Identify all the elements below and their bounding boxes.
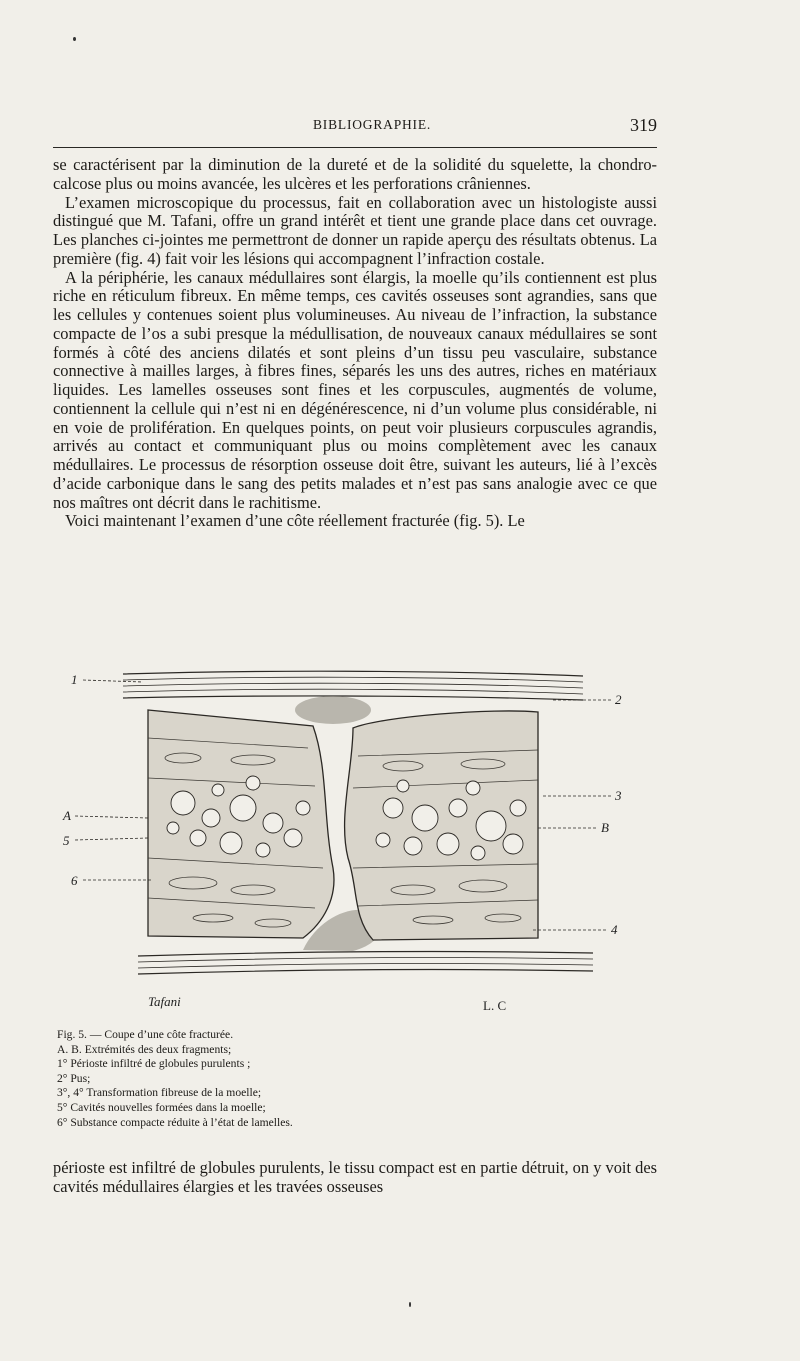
fragment-b xyxy=(345,711,538,940)
label-6: 6 xyxy=(71,873,78,888)
ink-speck xyxy=(409,1302,411,1307)
caption-title: Fig. 5. — Coupe d’une côte fracturée. xyxy=(57,1028,234,1041)
paragraph-3: A la périphérie, les canaux médullaires sont élargis, la moelle qu’ils contiennent est plus riche en réticulum fibreux. En même temps, ces cavités osseuses sont agrandies, sans que les cellules y contenues soient plus volumineuses. Au niveau de l’infraction, la substance compacte de l’os a subi presque la médullisation, de nouveaux canaux médullaires se sont formés à côté des anciens dilatés et sont pleins d’un tissu peu vasculaire, substance connective à mailles larges, à fibres fines, séparés les uns des autres, riches en matériaux liquides. Les lamelles osseuses sont fines et les corpuscules, augmentés de volume, contiennent la cellule qui n’est ni en dégénérescence, ni d’un volume plus considérable, ni en voie de prolifération. En quelques points, on peut voir plusieurs corpuscules agrandis, arrivés au contact et communiquant plus ou moins complètement avec les canaux médullaires. Le processus de résorption osseuse doit être, suivant les auteurs, lié à l’excès d’acide carbonique dans le sang des petits malades et n’est pas sans analogie avec ce que nos maîtres ont décrit dans le rachitisme. xyxy=(53,267,657,512)
running-title: BIBLIOGRAPHIE. xyxy=(313,117,432,132)
paragraph-continuation: périoste est infiltré de globules purulents, le tissu compact est en partie détruit, on y voit des cavités médullaires élargies et les travées osseuses xyxy=(53,1158,657,1196)
periosteum-top xyxy=(123,671,583,700)
paragraph-2: L’examen microscopique du processus, fait en collaboration avec un histologiste aussi distingué que M. Tafani, offre un grand intérêt et tient une grande place dans cet ouvrage. Les planches ci-jointes me permettront de donner un rapide aperçu des résultats obtenus. La première (fig. 4) fait voir les lésions qui accompagnent l’infraction costale. xyxy=(53,192,657,268)
header-rule xyxy=(53,147,657,148)
label-3: 3 xyxy=(615,788,622,803)
label-1: 1 xyxy=(71,672,78,687)
caption-line: 5° Cavités nouvelles formées dans la moelle; xyxy=(57,1100,266,1114)
caption-line: A. B. Extrémités des deux fragments; xyxy=(57,1042,232,1056)
paragraph-4: Voici maintenant l’examen d’une côte réellement fracturée (fig. 5). Le xyxy=(65,511,525,531)
ink-speck xyxy=(73,37,76,41)
caption-line: 2° Pus; xyxy=(57,1071,91,1085)
fragment-a xyxy=(148,710,334,938)
pus-mass-top xyxy=(295,696,371,724)
rib-fracture-illustration xyxy=(53,668,657,1018)
main-text xyxy=(53,156,657,531)
page-number: 319 xyxy=(630,115,657,135)
paragraph-1: se caractérisent par la diminution de la dureté et de la solidité du squelette, la chondro-calcose plus ou moins avancée, les ulcères et les perforations crâniennes. xyxy=(53,155,657,193)
label-5: 5 xyxy=(63,833,70,848)
continuation-text xyxy=(53,1158,657,1196)
periosteum-bottom xyxy=(138,952,593,974)
figure-caption xyxy=(57,1028,617,1130)
running-header xyxy=(53,117,657,139)
caption-line: 6° Substance compacte réduite à l’état de lamelles. xyxy=(57,1115,293,1129)
label-4: 4 xyxy=(611,922,618,937)
figure-5-engraving xyxy=(53,668,657,1018)
caption-line: 1° Périoste infiltré de globules purulents ; xyxy=(57,1057,251,1071)
label-b: B xyxy=(601,820,609,835)
label-a: A xyxy=(63,808,71,823)
engraver-signature: Tafani xyxy=(148,994,181,1009)
draughtsman-initials: L. C xyxy=(483,998,507,1013)
caption-line: 3°, 4° Transformation fibreuse de la moelle; xyxy=(57,1086,262,1100)
label-2: 2 xyxy=(615,692,622,707)
